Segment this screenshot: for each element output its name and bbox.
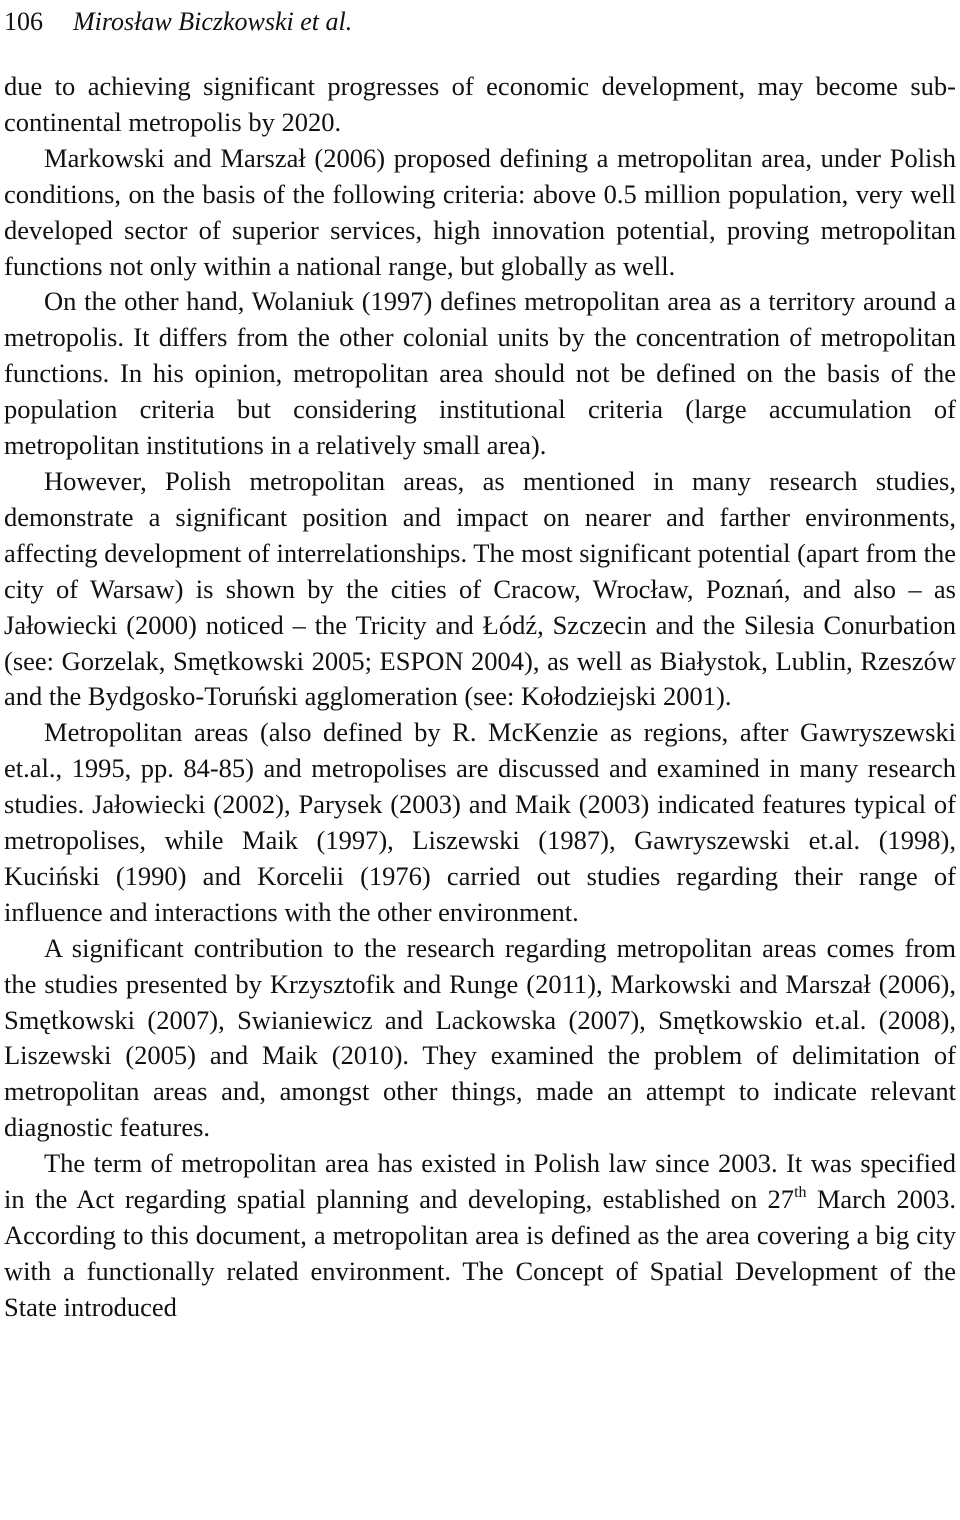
paragraph-polish-law	[4, 1146, 956, 1326]
ordinal-superscript: th	[794, 1184, 807, 1202]
running-header	[4, 0, 956, 44]
paragraph-wolaniuk-definition: On the other hand, Wolaniuk (1997) defines metropolitan area as a territory around a metropolis. It differs from the other colonial units by the concentration of metropolitan functions. In his opinion, metropolitan area should not be defined on the basis of the population criteria but considering institutional criteria (large accumulation of metropolitan institutions in a relatively small area).	[4, 286, 956, 461]
running-header-authors: Mirosław Biczkowski et al.	[73, 7, 353, 36]
body-text	[4, 69, 956, 1326]
polish-law-text-start: The term of metropolitan area has existed in Polish law since 2003. It was specified in the Act regarding spatial planning and developing, established on 27	[4, 1148, 956, 1215]
paragraph-continuation: due to achieving significant progresses of economic development, may become sub-continental metropolis by 2020.	[4, 71, 956, 137]
paragraph-polish-metropolitan-areas: However, Polish metropolitan areas, as mentioned in many research studies, demonstrate a significant position and impact on nearer and farther environments, affecting development of interrelationships. The most significant potential (apart from the city of Warsaw) is shown by the cities of Cracow, Wrocław, Poznań, and also – as Jałowiecki (2000) noticed – the Tricity and Łódź, Szczecin and the Silesia Conurbation (see: Gorzelak, Smętkowski 2005; ESPON 2004), as well as Białystok, Lublin, Rzeszów and the Bydgosko-Toruński agglomeration (see: Kołodziejski 2001).	[4, 465, 957, 712]
polish-law-text-end: March 2003. According to this document, a metropolitan area is defined as the area covering a big city with a functionally related environment. The Concept of Spatial Development of the State introduced	[4, 1184, 956, 1322]
paragraph-significant-contribution: A significant contribution to the research regarding metropolitan areas comes from the studies presented by Krzysztofik and Runge (2011), Markowski and Marszał (2006), Smętkowski (2007), Swianiewicz and Lackowska (2007), Smętkowskio et.al. (2008), Liszewski (2005) and Maik (2010). They examined the problem of delimitation of metropolitan areas and, amongst other things, made an attempt to indicate relevant diagnostic features.	[4, 932, 956, 1143]
paragraph-markowski-criteria: Markowski and Marszał (2006) proposed defining a metropolitan area, under Polish conditions, on the basis of the following criteria: above 0.5 million population, very well developed sector of superior services, high innovation potential, proving metropolitan functions not only within a national range, but globally as well.	[4, 142, 956, 281]
paragraph-research-studies: Metropolitan areas (also defined by R. McKenzie as regions, after Gawryszewski et.al., 1995, pp. 84-85) and metropolises are discussed and examined in many research studies. Jałowiecki (2002), Parysek (2003) and Maik (2003) indicated features typical of metropolises, while Maik (1997), Liszewski (1987), Gawryszewski et.al. (1998), Kuciński (1990) and Korcelii (1976) carried out studies regarding their range of influence and interactions with the other environment.	[4, 717, 956, 927]
page-number: 106	[4, 7, 43, 36]
